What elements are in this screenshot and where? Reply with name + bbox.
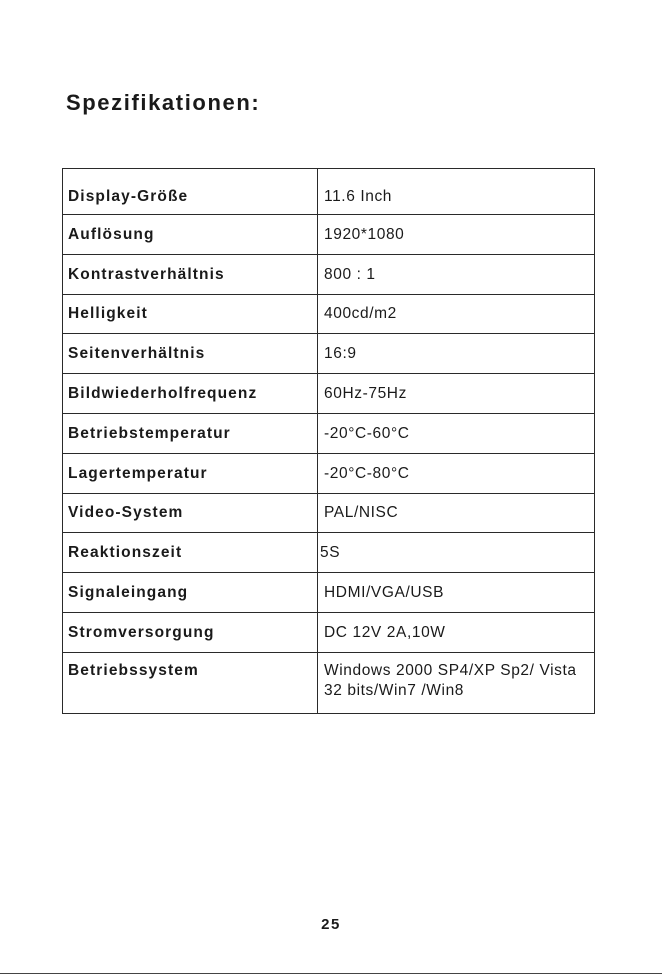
spec-label: Video-System [63, 494, 318, 533]
spec-value: DC 12V 2A,10W [324, 623, 446, 641]
spec-row-brightness [63, 295, 594, 335]
spec-row-power-supply [63, 613, 594, 653]
spec-value: 800 : 1 [324, 265, 376, 283]
spec-label: Lagertemperatur [63, 454, 318, 493]
spec-label: Bildwiederholfrequenz [63, 374, 318, 413]
spec-value: 5S [320, 544, 341, 562]
spec-label: Betriebstemperatur [63, 414, 318, 453]
spec-row-operating-system [63, 653, 594, 713]
spec-value: 400cd/m2 [324, 305, 397, 323]
spec-row-video-system [63, 494, 594, 534]
spec-value: 16:9 [324, 345, 357, 363]
spec-value: -20°C-60°C [324, 424, 410, 442]
spec-value: -20°C-80°C [324, 464, 410, 482]
spec-value: 60Hz-75Hz [324, 384, 407, 402]
spec-row-resolution [63, 215, 594, 255]
spec-label: Seitenverhältnis [63, 334, 318, 373]
spec-row-refresh-rate [63, 374, 594, 414]
spec-label: Kontrastverhältnis [63, 255, 318, 294]
spec-value: HDMI/VGA/USB [324, 583, 445, 601]
spec-label: Reaktionszeit [63, 533, 318, 572]
spec-row-signal-input [63, 573, 594, 613]
spec-value: 11.6 Inch [324, 188, 393, 205]
spec-label: Signaleingang [63, 573, 318, 612]
spec-row-response-time [63, 533, 594, 573]
spec-label: Betriebssystem [63, 653, 318, 713]
spec-row-storage-temperature [63, 454, 594, 494]
spec-row-operating-temperature [63, 414, 594, 454]
spec-label: Helligkeit [63, 295, 318, 334]
spec-value: Windows 2000 SP4/XP Sp2/ Vista 32 bits/Win7 /Win8 [324, 661, 577, 699]
spec-row-display-size [63, 169, 594, 215]
page-heading: Spezifikationen: [66, 90, 261, 115]
page-number: 25 [321, 916, 341, 933]
spec-value: 1920*1080 [324, 225, 405, 243]
spec-label: Auflösung [63, 215, 318, 254]
specifications-table [62, 168, 595, 714]
spec-row-aspect-ratio [63, 334, 594, 374]
spec-value: PAL/NISC [324, 504, 399, 522]
bottom-divider [0, 973, 662, 974]
spec-label: Display-Größe [63, 169, 318, 214]
spec-row-contrast [63, 255, 594, 295]
spec-label: Stromversorgung [63, 613, 318, 652]
